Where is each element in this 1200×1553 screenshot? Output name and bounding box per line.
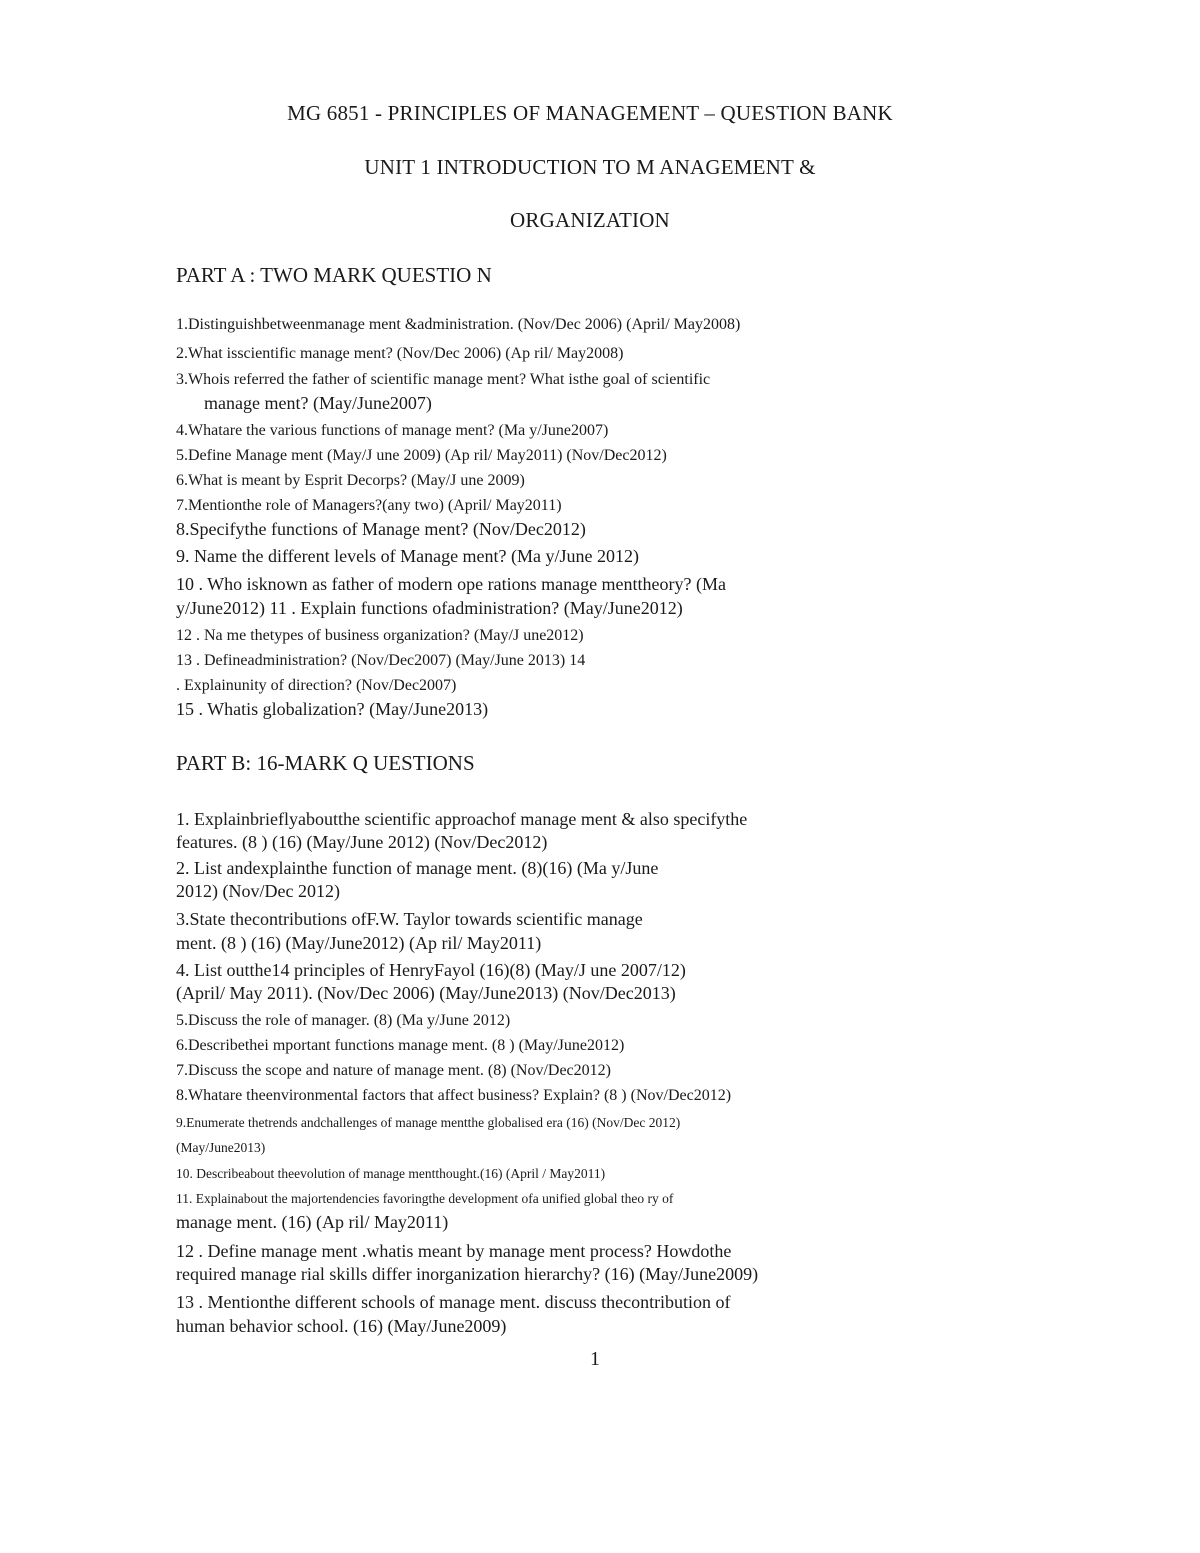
document-title: MG 6851 - PRINCIPLES OF MANAGEMENT – QUESTION BANK	[287, 101, 893, 125]
part-b-heading: PART B: 16-MARK Q UESTIONS	[176, 751, 475, 775]
part-b-line: manage ment. (16) (Ap ril/ May2011)	[176, 1212, 449, 1232]
part-a-line: . Explainunity of direction? (Nov/Dec2007)	[176, 677, 457, 694]
part-a-line: 10 . Who isknown as father of modern ope rations manage menttheory? (Ma	[176, 574, 727, 594]
part-a-heading: PART A : TWO MARK QUESTIO N	[176, 263, 492, 287]
part-b-line: 11. Explainabout the majortendencies favoringthe development ofa unified global theo ry of	[176, 1191, 674, 1206]
unit-heading-line2: ORGANIZATION	[510, 208, 670, 232]
part-b-line: ment. (8 ) (16) (May/June2012) (Ap ril/ May2011)	[176, 933, 542, 953]
part-b-line: 1. Explainbrieflyaboutthe scientific approachof manage ment & also specifythe	[176, 809, 748, 829]
part-b-line: 13 . Mentionthe different schools of manage ment. discuss thecontribution of	[176, 1292, 731, 1312]
part-b-line: features. (8 ) (16) (May/June 2012) (Nov/Dec2012)	[176, 832, 548, 852]
unit-heading-line1: UNIT 1 INTRODUCTION TO M ANAGEMENT &	[364, 155, 816, 179]
part-b-line: required manage rial skills differ inorganization hierarchy? (16) (May/June2009)	[176, 1264, 759, 1284]
part-a-line: 4.Whatare the various functions of manage ment? (Ma y/June2007)	[176, 422, 609, 439]
part-a-line: manage ment? (May/June2007)	[204, 393, 432, 413]
part-b-line: 9.Enumerate thetrends andchallenges of manage mentthe globalised era (16) (Nov/Dec 2012)	[176, 1115, 681, 1130]
part-a-line: 7.Mentionthe role of Managers?(any two) (April/ May2011)	[176, 497, 562, 514]
part-a-line: 12 . Na me thetypes of business organization? (May/J une2012)	[176, 627, 584, 644]
part-b-line: 12 . Define manage ment .whatis meant by manage ment process? Howdothe	[176, 1241, 732, 1261]
part-a-line: 15 . Whatis globalization? (May/June2013)	[176, 699, 489, 719]
part-b-line: (April/ May 2011). (Nov/Dec 2006) (May/June2013) (Nov/Dec2013)	[176, 983, 676, 1003]
part-a-line: 6.What is meant by Esprit Decorps? (May/J une 2009)	[176, 472, 525, 489]
part-b-line: 6.Describethei mportant functions manage ment. (8 ) (May/June2012)	[176, 1037, 625, 1054]
part-a-line: y/June2012) 11 . Explain functions ofadministration? (May/June2012)	[176, 598, 683, 618]
part-b-line: 8.Whatare theenvironmental factors that affect business? Explain? (8 ) (Nov/Dec2012)	[176, 1087, 732, 1104]
part-a-line: 2.What isscientific manage ment? (Nov/Dec 2006) (Ap ril/ May2008)	[176, 345, 624, 362]
part-b-line: human behavior school. (16) (May/June2009)	[176, 1316, 507, 1336]
part-b-line: 10. Describeabout theevolution of manage mentthought.(16) (April / May2011)	[176, 1166, 606, 1181]
part-b-line: 5.Discuss the role of manager. (8) (Ma y/June 2012)	[176, 1012, 511, 1029]
part-b-line: 2. List andexplainthe function of manage ment. (8)(16) (Ma y/June	[176, 858, 659, 878]
part-b-line: 2012) (Nov/Dec 2012)	[176, 881, 340, 901]
part-a-line: 13 . Defineadministration? (Nov/Dec2007) (May/June 2013) 14	[176, 652, 586, 669]
part-b-line: 3.State thecontributions ofF.W. Taylor towards scientific manage	[176, 909, 643, 929]
part-a-line: 9. Name the different levels of Manage ment? (Ma y/June 2012)	[176, 546, 640, 566]
part-a-line: 8.Specifythe functions of Manage ment? (Nov/Dec2012)	[176, 519, 586, 539]
part-a-line: 5.Define Manage ment (May/J une 2009) (Ap ril/ May2011) (Nov/Dec2012)	[176, 447, 667, 464]
part-b-line: 7.Discuss the scope and nature of manage ment. (8) (Nov/Dec2012)	[176, 1062, 611, 1079]
part-a-line: 3.Whois referred the father of scientific manage ment? What isthe goal of scientific	[176, 371, 711, 388]
page-number: 1	[590, 1348, 600, 1370]
part-b-line: (May/June2013)	[176, 1140, 266, 1155]
part-b-line: 4. List outthe14 principles of HenryFayol (16)(8) (May/J une 2007/12)	[176, 960, 686, 980]
part-a-line: 1.Distinguishbetweenmanage ment &administration. (Nov/Dec 2006) (April/ May2008)	[176, 316, 741, 333]
